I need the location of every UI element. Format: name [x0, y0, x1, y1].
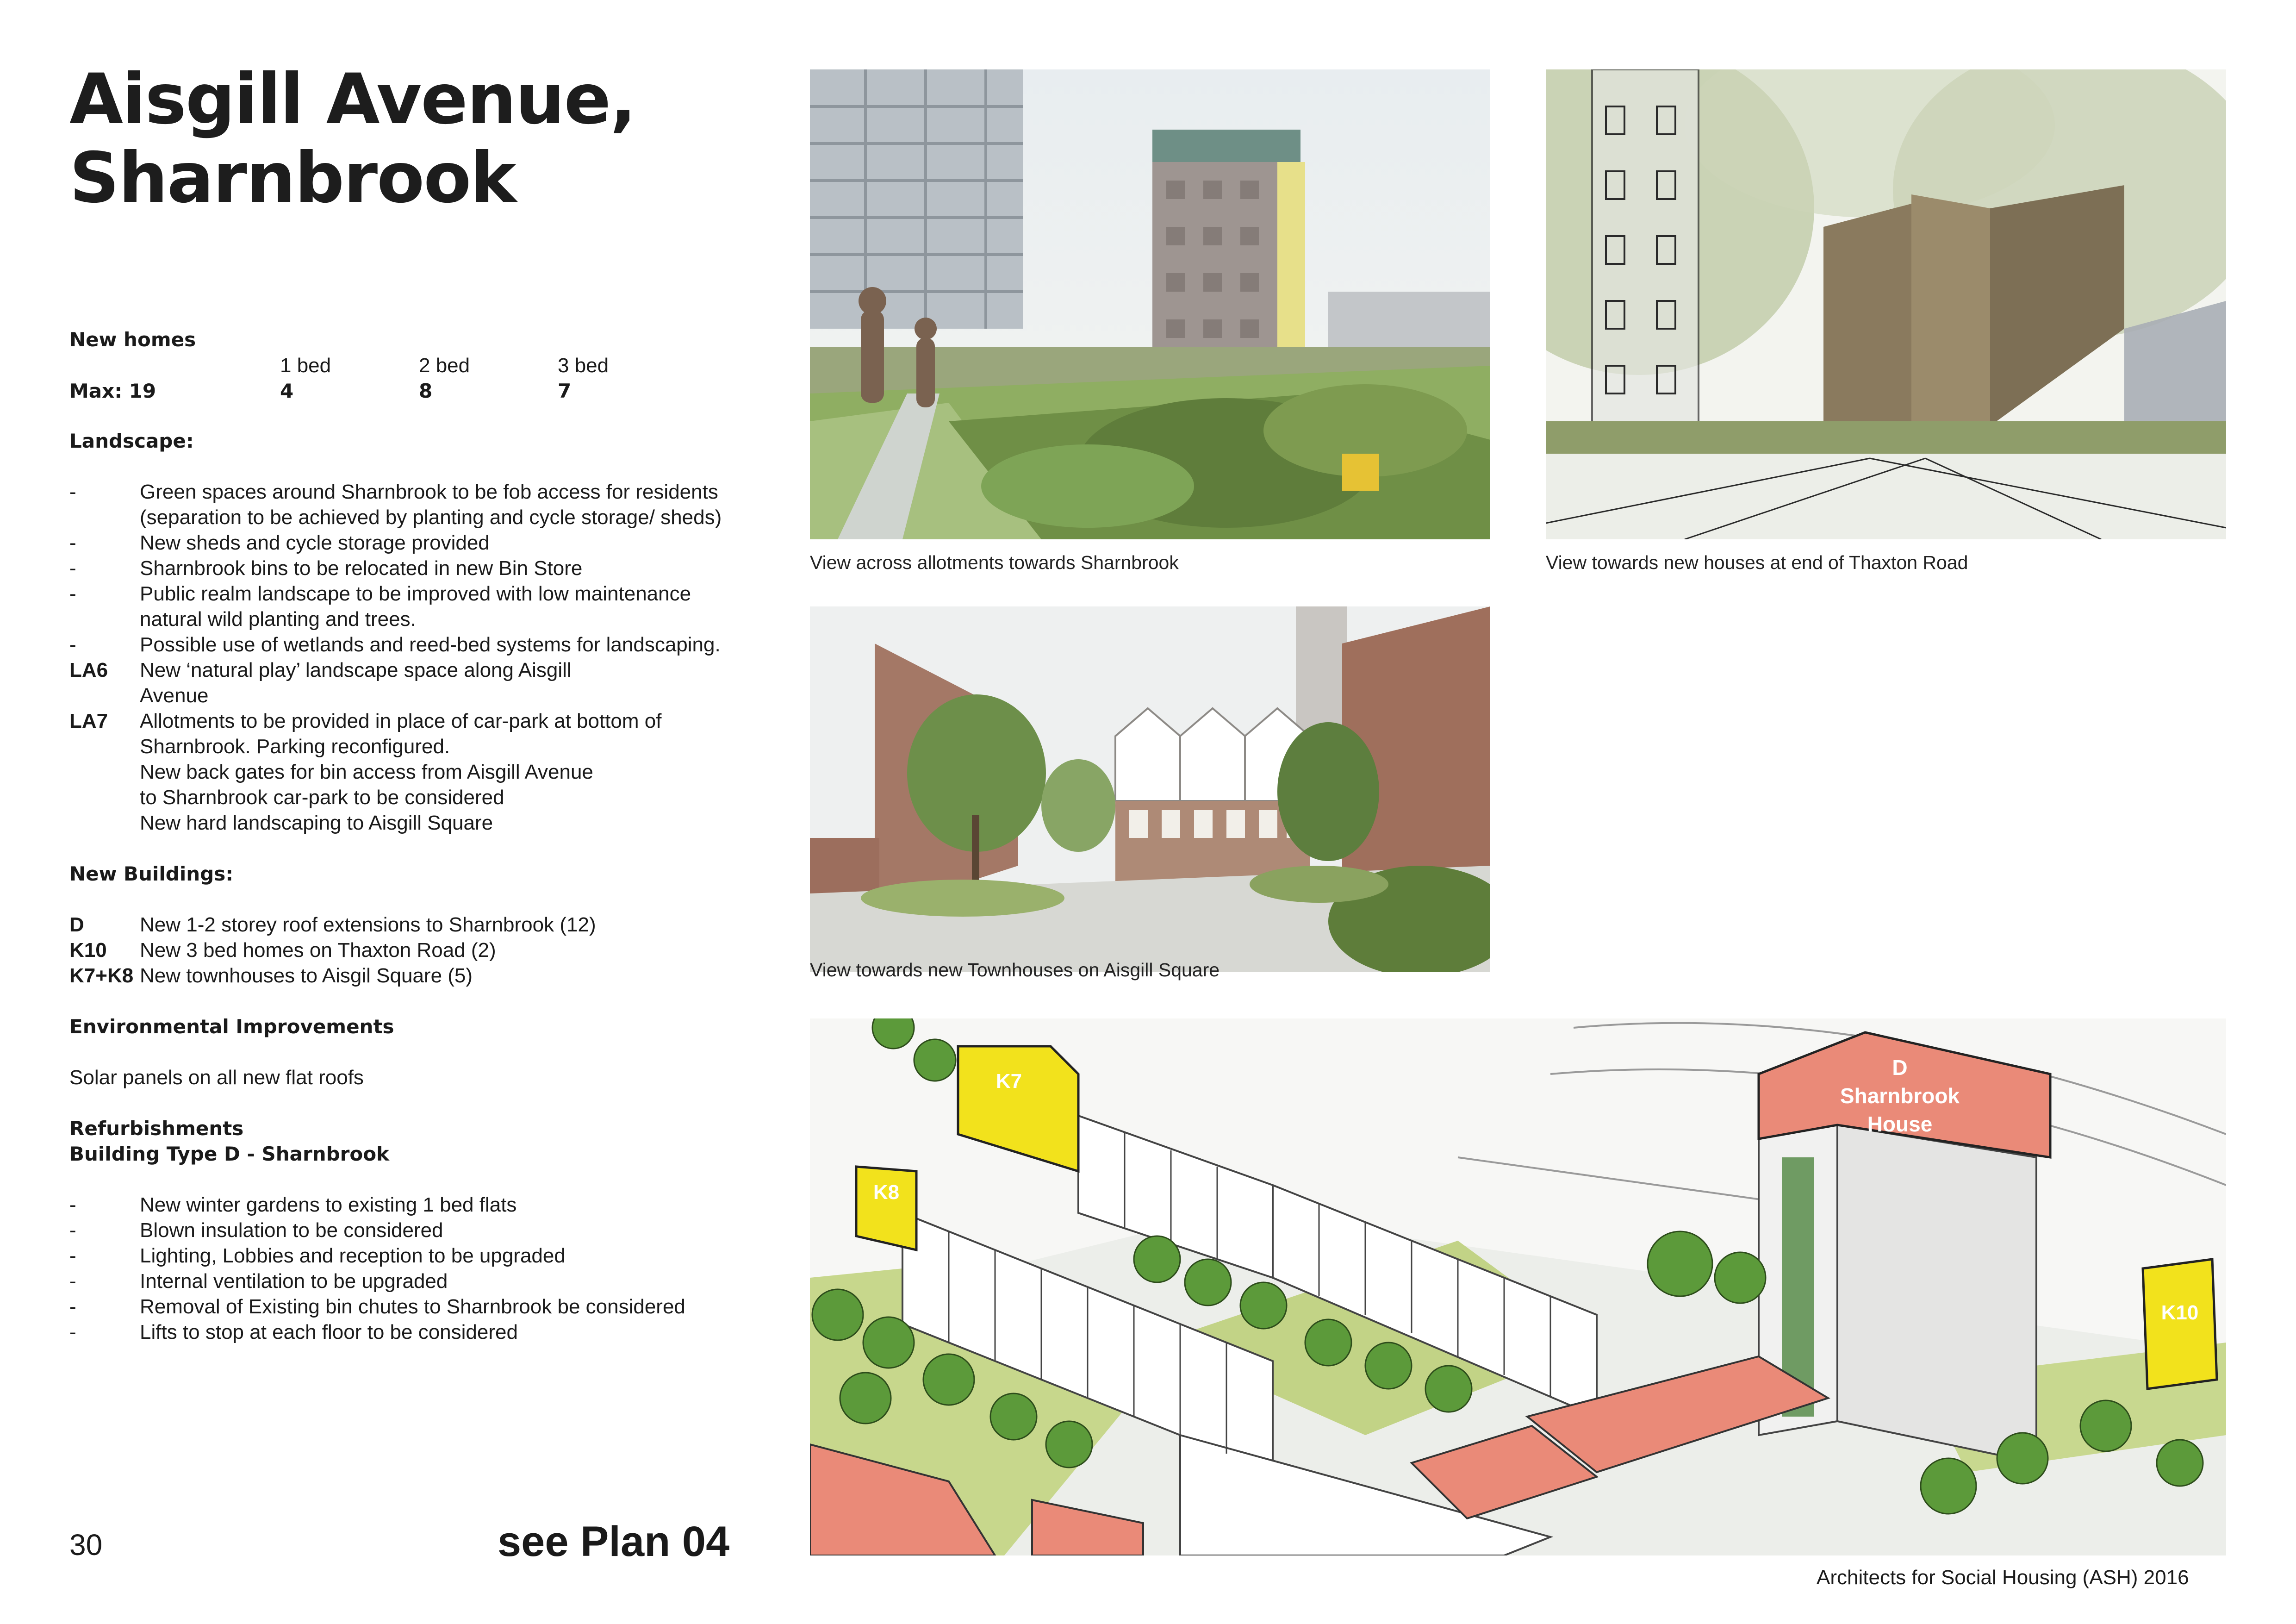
- landscape-list: - Green spaces around Sharnbrook to be fob access for residents (separation to be achieved by planting and cycle storage/ sheds) - New sheds and cycle storage provided - Sharnbrook bins to be relocated in new Bin Store - Public realm landscape to be improved with low maintenance natural wild planting and trees. - Possible use of wetlands and reed-bed systems for landscaping. LA6 New ‘natural play’ landscape space along Aisgill Avenue LA7 Allotments to be provided in place of car-park at bottom of Sharnbrook. Parking reconfigured. New back gates for bin access from Aisgill Avenue to Sharnbrook car-park to be considered New hard landscaping to Aisgill Square: [69, 481, 722, 834]
- landscape-heading: Landscape:: [69, 430, 194, 452]
- new-homes-col-1bed: 1 bed: [280, 354, 331, 377]
- page-number: 30: [69, 1528, 103, 1562]
- page-title: [69, 60, 764, 218]
- townhouses-view-image: [810, 606, 1490, 972]
- axonometric-site-drawing: [810, 1018, 2226, 1555]
- thaxton-view-image: [1546, 69, 2226, 539]
- refurbishments-heading: Refurbishments: [69, 1117, 244, 1140]
- label-k7: K7: [996, 1070, 1022, 1093]
- see-plan-reference: see Plan 04: [498, 1518, 730, 1565]
- label-sharnbrook: Sharnbrook: [1840, 1084, 1960, 1108]
- credit-line: Architects for Social Housing (ASH) 2016: [1817, 1566, 2189, 1589]
- townhouses-caption: View towards new Townhouses on Aisgill Square: [810, 959, 1220, 981]
- new-homes-col-3bed: 3 bed: [558, 354, 609, 377]
- new-homes-heading: New homes: [69, 328, 196, 351]
- label-house: House: [1867, 1112, 1933, 1136]
- environmental-heading: Environmental Improvements: [69, 1015, 394, 1038]
- new-buildings-heading: New Buildings:: [69, 862, 233, 885]
- new-buildings-list: D New 1-2 storey roof extensions to Sharnbrook (12) K10 New 3 bed homes on Thaxton Road (2) K7+K8 New townhouses to Aisgil Square (5): [69, 913, 596, 987]
- environmental-text: Solar panels on all new flat roofs: [69, 1066, 364, 1089]
- allotments-view-image: [810, 69, 1490, 539]
- new-homes-val-1bed: 4: [280, 380, 294, 402]
- label-k8: K8: [873, 1181, 900, 1204]
- new-homes-col-2bed: 2 bed: [419, 354, 470, 377]
- refurbishments-subheading: Building Type D - Sharnbrook: [69, 1143, 390, 1165]
- label-k10: K10: [2161, 1301, 2199, 1324]
- title-line-1: Aisgill Avenue,: [69, 59, 636, 140]
- refurbishments-list: - New winter gardens to existing 1 bed flats - Blown insulation to be considered - Lighting, Lobbies and reception to be upgraded - Internal ventilation to be upgraded - Removal of Existing bin chutes to Sharnbrook be considered - Lifts to stop at each floor to be considered: [69, 1193, 685, 1343]
- title-line-2: Sharnbrook: [69, 138, 516, 219]
- new-homes-val-2bed: 8: [419, 380, 433, 402]
- new-homes-val-3bed: 7: [558, 380, 572, 402]
- allotments-caption: View across allotments towards Sharnbrook: [810, 552, 1179, 573]
- new-homes-max: Max: 19: [69, 380, 156, 402]
- thaxton-caption: View towards new houses at end of Thaxton Road: [1546, 552, 1968, 573]
- label-d: D: [1892, 1056, 1908, 1080]
